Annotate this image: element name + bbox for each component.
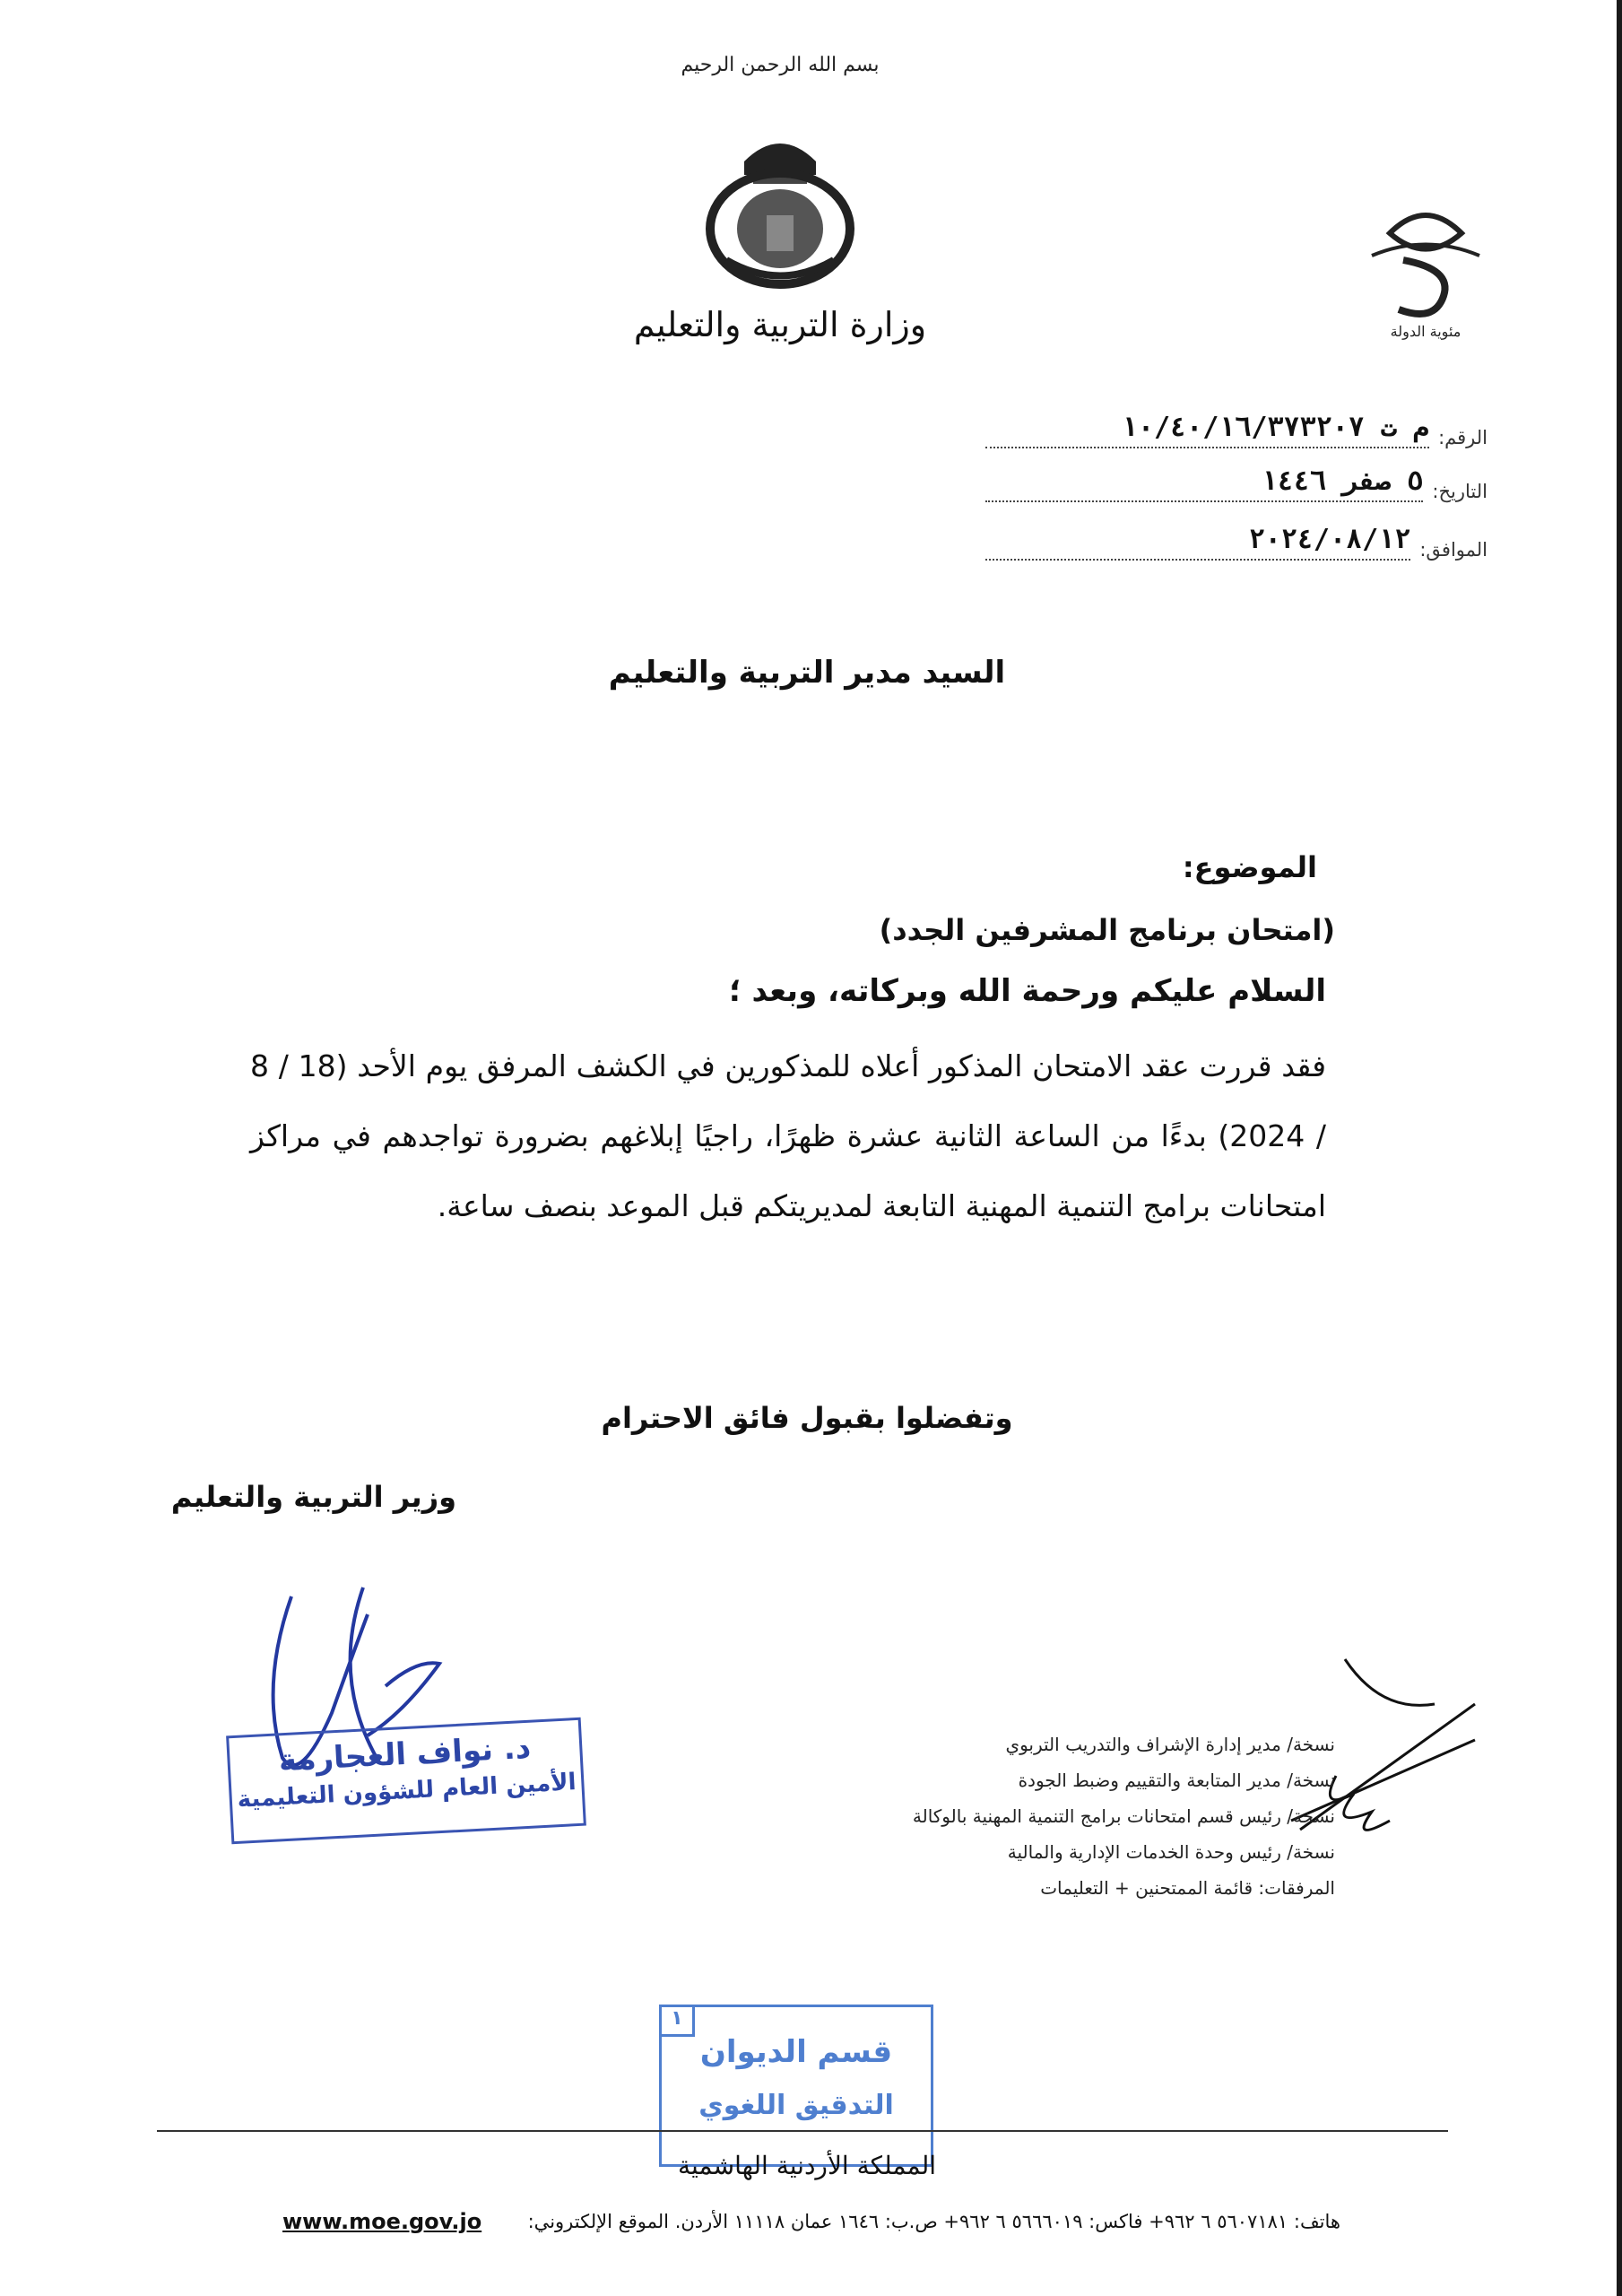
scan-edge (1617, 0, 1622, 2296)
stamp-name: د. نواف العجارمة (277, 1729, 533, 1779)
copy-item: نسخة/ رئيس قسم امتحانات برامج التنمية المهنية بالوكالة (912, 1805, 1335, 1827)
diwan-stamp-line2: التدقيق اللغوي (698, 2090, 894, 2121)
ministry-name: وزارة التربية والتعليم (633, 305, 927, 344)
copy-item: نسخة/ مدير إدارة الإشراف والتدريب التربوي (1005, 1734, 1335, 1755)
reference-number-label: الرقم: (1438, 427, 1488, 448)
reference-number-row (985, 404, 1488, 448)
copy-item: نسخة/ مدير المتابعة والتقييم وضبط الجودة (1018, 1770, 1335, 1791)
subject-title: (امتحان برنامج المشرفين الجدد) (879, 913, 1335, 947)
reference-date-hijri: ٥ صفر ١٤٤٦ (985, 465, 1423, 502)
recipient: السيد مدير التربية والتعليم (608, 655, 1006, 691)
footer-contact: هاتف: ٥٦٠٧١٨١ ٦ ٩٦٢+ فاكس: ٥٦٦٦٠١٩ ٦ ٩٦٢+ ص.ب: ١٦٤٦ عمان ١١١١٨ الأردن. الموقع الإلكتروني: (527, 2211, 1340, 2232)
letter-body: فقد قررت عقد الامتحان المذكور أعلاه للمذكورين في الكشف المرفق يوم الأحد (18 / 8 / 2024) بدءًا من الساعة الثانية عشرة ظهرًا، راجيًا إبلاغهم بضرورة تواجدهم في مراكز امتحانات برامج التنمية المهنية التابعة لمديريتكم قبل الموعد بنصف ساعة. (250, 1048, 1327, 1223)
reference-date-gregorian: ٢٠٢٤/٠٨/١٢ (985, 524, 1410, 561)
centennial-logo-text: مئوية الدولة (1390, 323, 1462, 340)
diwan-stamp (659, 2005, 933, 2167)
closing: وتفضلوا بقبول فائق الاحترام (601, 1401, 1013, 1435)
diwan-stamp-line1: قسم الديوان (699, 2034, 893, 2070)
footer-divider (157, 2130, 1448, 2132)
reference-equiv-label: الموافق: (1419, 539, 1488, 561)
centennial-logo (1354, 197, 1497, 332)
reference-date-row (985, 457, 1488, 502)
attachments: المرفقات: قائمة الممتحنين + التعليمات (1040, 1877, 1335, 1899)
copy-item: نسخة/ رئيس وحدة الخدمات الإدارية والمالية (1007, 1841, 1335, 1863)
website-link[interactable]: www.moe.gov.jo (282, 2209, 482, 2234)
reference-number-value: م ت ١٠/٤٠/١٦/٣٧٣٢٠٧ (985, 412, 1429, 448)
reference-date-label: التاريخ: (1432, 481, 1488, 502)
stamp-title: الأمين العام للشؤون التعليمية (236, 1769, 577, 1813)
basmala: بسم الله الرحمن الرحيم (681, 54, 880, 76)
reference-equiv-row (985, 516, 1488, 561)
minister-title: وزير التربية والتعليم (170, 1480, 456, 1514)
royal-crest-emblem (690, 126, 870, 296)
subject-label: الموضوع: (1182, 850, 1317, 884)
greeting: السلام عليكم ورحمة الله وبركاته، وبعد ؛ (729, 973, 1326, 1009)
kingdom-name: المملكة الأردنية الهاشمية (677, 2151, 937, 2180)
copies-list (528, 1726, 1335, 1906)
diwan-stamp-number: ١ (662, 2007, 695, 2037)
